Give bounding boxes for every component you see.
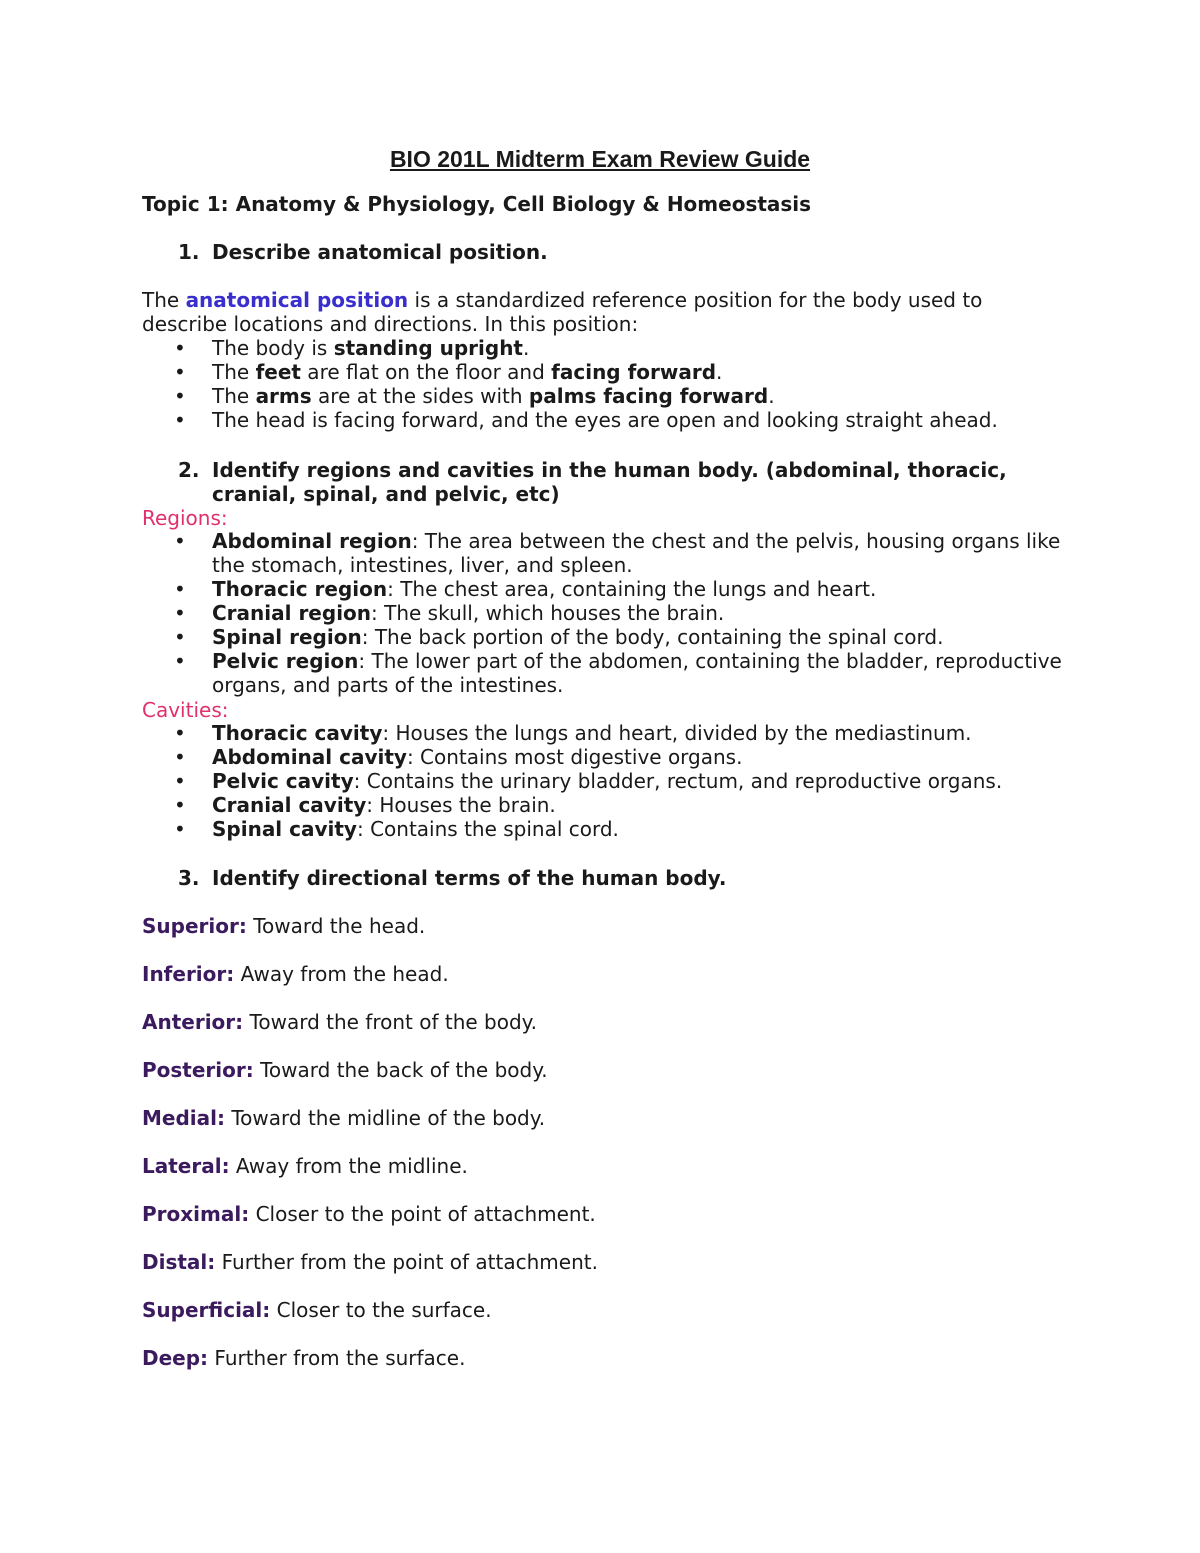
directional-term — [142, 1298, 492, 1322]
term-name: Posterior: — [142, 1058, 254, 1082]
page-title: BIO 201L Midterm Exam Review Guide — [389, 146, 811, 172]
list-item — [174, 817, 1074, 841]
term-name: Medial: — [142, 1106, 225, 1130]
directional-term — [142, 1346, 465, 1370]
term-desc: Further from the point of attachment. — [215, 1250, 598, 1274]
list-item — [174, 336, 1074, 360]
bullet-icon: • — [174, 336, 186, 360]
emphasis: arms — [255, 384, 312, 408]
list-item — [174, 408, 1074, 432]
bullet-icon: • — [174, 817, 186, 841]
term-desc: Closer to the point of attachment. — [249, 1202, 596, 1226]
term-name: Inferior: — [142, 962, 235, 986]
term-name: Cranial region — [212, 601, 372, 625]
list-item — [174, 745, 1074, 769]
emphasis: standing upright — [333, 336, 523, 360]
intro-pre: The — [142, 288, 186, 312]
list-item — [174, 721, 1074, 745]
term-name: Pelvic cavity — [212, 769, 354, 793]
term-name: Superior: — [142, 914, 247, 938]
term-name: Lateral: — [142, 1154, 230, 1178]
term-desc: : Contains the spinal cord. — [356, 817, 619, 841]
term-desc: Toward the back of the body. — [253, 1058, 548, 1082]
bullet-icon: • — [174, 384, 186, 408]
term-name: Superficial: — [142, 1298, 271, 1322]
term-desc: Away from the midline. — [229, 1154, 468, 1178]
term-name: Abdominal cavity — [212, 745, 407, 769]
topic-heading: Topic 1: Anatomy & Physiology, Cell Biology & Homeostasis — [142, 192, 812, 216]
term-desc: Further from the surface. — [208, 1346, 466, 1370]
question-number: 1. — [178, 240, 200, 264]
term-name: Distal: — [142, 1250, 216, 1274]
text: . — [716, 360, 723, 384]
position-list — [174, 336, 1074, 432]
text: The head is facing forward, and the eyes are open and looking straight ahead. — [212, 408, 998, 432]
term-desc: Toward the head. — [246, 914, 426, 938]
question-text: Describe anatomical position. — [212, 240, 548, 264]
text: are at the sides with — [311, 384, 529, 408]
term-name: Anterior: — [142, 1010, 244, 1034]
intro-post: is a standardized reference position for the body used to describe locations and directions. In this position: — [142, 288, 983, 336]
list-item — [174, 769, 1074, 793]
emphasis: palms facing forward — [528, 384, 769, 408]
term-desc: : The lower part of the abdomen, containing the bladder, reproductive organs, and parts of the intestines. — [212, 649, 1062, 697]
regions-list — [174, 529, 1074, 697]
bullet-icon: • — [174, 577, 186, 601]
question-2 — [178, 458, 1078, 506]
question-1 — [178, 240, 1078, 264]
bullet-icon: • — [174, 649, 186, 673]
term-desc: : Houses the lungs and heart, divided by the mediastinum. — [382, 721, 972, 745]
list-item — [174, 577, 1074, 601]
directional-term — [142, 914, 425, 938]
list-item — [174, 649, 1074, 697]
term-name: Deep: — [142, 1346, 209, 1370]
term-name: Cranial cavity — [212, 793, 367, 817]
directional-term — [142, 962, 449, 986]
term-desc: Toward the front of the body. — [243, 1010, 538, 1034]
bullet-icon: • — [174, 793, 186, 817]
question-text: Identify directional terms of the human body. — [212, 866, 727, 890]
bullet-icon: • — [174, 721, 186, 745]
list-item — [174, 360, 1074, 384]
term-name: Abdominal region — [212, 529, 412, 553]
directional-term — [142, 1250, 598, 1274]
question-number: 3. — [178, 866, 200, 890]
bullet-icon: • — [174, 360, 186, 384]
text: . — [523, 336, 530, 360]
question-number: 2. — [178, 458, 200, 482]
text: The — [212, 384, 256, 408]
term-desc: Toward the midline of the body. — [225, 1106, 546, 1130]
bullet-icon: • — [174, 601, 186, 625]
question-text: Identify regions and cavities in the human body. (abdominal, thoracic, cranial, spinal, and pelvic, etc) — [212, 458, 1007, 506]
list-item — [174, 384, 1074, 408]
list-item — [174, 601, 1074, 625]
emphasis: facing forward — [551, 360, 717, 384]
cavities-list — [174, 721, 1074, 841]
term-name: Proximal: — [142, 1202, 250, 1226]
term-desc: Closer to the surface. — [270, 1298, 492, 1322]
directional-term — [142, 1058, 548, 1082]
text: are flat on the floor and — [300, 360, 552, 384]
directional-term — [142, 1010, 537, 1034]
directional-term — [142, 1154, 468, 1178]
list-item — [174, 529, 1074, 577]
highlight-term: anatomical position — [185, 288, 409, 312]
term-name: Thoracic region — [212, 577, 388, 601]
text: . — [768, 384, 775, 408]
term-desc: : The skull, which houses the brain. — [371, 601, 725, 625]
term-desc: : The chest area, containing the lungs and heart. — [387, 577, 877, 601]
intro-paragraph — [142, 288, 1062, 336]
term-name: Pelvic region — [212, 649, 359, 673]
term-desc: : Houses the brain. — [366, 793, 556, 817]
bullet-icon: • — [174, 769, 186, 793]
question-3 — [178, 866, 1078, 890]
text: The — [212, 360, 256, 384]
term-name: Thoracic cavity — [212, 721, 383, 745]
text: The body is — [212, 336, 334, 360]
term-desc: Away from the head. — [234, 962, 449, 986]
bullet-icon: • — [174, 625, 186, 649]
bullet-icon: • — [174, 408, 186, 432]
term-desc: : Contains most digestive organs. — [406, 745, 743, 769]
term-desc: : The back portion of the body, containing the spinal cord. — [361, 625, 944, 649]
directional-term — [142, 1106, 545, 1130]
bullet-icon: • — [174, 745, 186, 769]
directional-term — [142, 1202, 596, 1226]
term-desc: : Contains the urinary bladder, rectum, and reproductive organs. — [353, 769, 1003, 793]
regions-label: Regions: — [142, 506, 228, 530]
bullet-icon: • — [174, 529, 186, 553]
term-name: Spinal cavity — [212, 817, 357, 841]
cavities-label: Cavities: — [142, 698, 229, 722]
list-item — [174, 625, 1074, 649]
emphasis: feet — [255, 360, 301, 384]
term-desc: : The area between the chest and the pelvis, housing organs like the stomach, intestines, liver, and spleen. — [212, 529, 1061, 577]
list-item — [174, 793, 1074, 817]
term-name: Spinal region — [212, 625, 362, 649]
